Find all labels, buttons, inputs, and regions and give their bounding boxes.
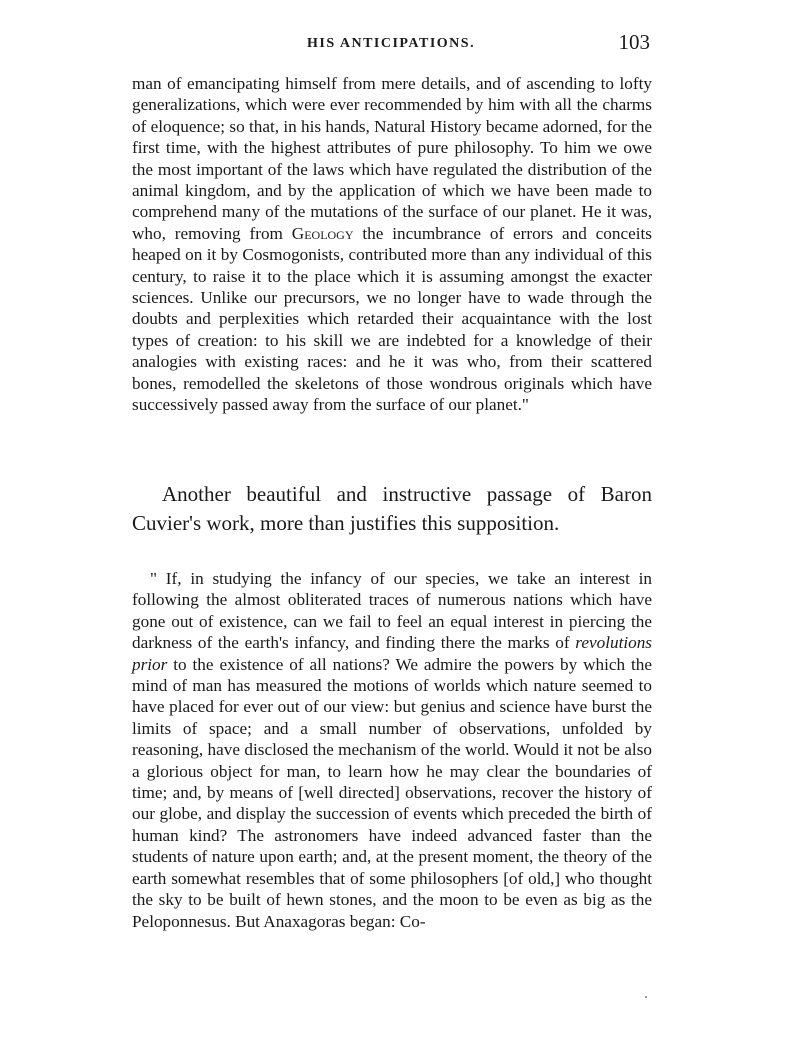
running-title: HIS ANTICIPATIONS.: [307, 36, 476, 51]
paragraph-1-text-before: man of emancipating himself from mere details, and of ascending to lofty generalizations, which were ever recommended by him with all the charms of eloquence; so that, in his hands, Natural History became adorned, for the first time, with the highest attributes of pure philosophy. To him we owe the most important of the laws which have regulated the distribution of the animal kingdom, and by the application of which we have been made to comprehend many of the mutations of the surface of our planet. He it was, who, removing from: [132, 74, 652, 243]
quotation-continuation: [132, 73, 652, 416]
paragraph-3-text-after: to the existence of all nations? We admire the powers by which the mind of man has measured the motions of worlds which nature seemed to have placed for ever out of our view: but genius and science have burst the limits of space; and a small number of observations, unfolded by reasoning, have disclosed the mechanism of the world. Would it not be also a glorious object for man, to learn how he may clear the boundaries of time; and, by means of [well directed] observations, recover the history of our globe, and display the succession of events which preceded the birth of human kind? The astronomers have indeed advanced faster than the students of nature upon earth; and, at the present moment, the theory of the earth somewhat resembles that of some philosophers [of old,] who thought the sky to be built of hewn stones, and the moon to be even as big as the Peloponnesus. But Anaxagoras began: Co-: [132, 654, 652, 931]
page-number: 103: [618, 30, 650, 54]
paragraph-3-text-before: " If, in studying the infancy of our species, we take an interest in following the almost obliterated traces of numerous nations which have gone out of existence, can we fail to feel an equal interest in piercing the darkness of the earth's infancy, and finding there the marks of: [132, 569, 652, 653]
print-speck: [645, 996, 647, 998]
running-head: [132, 30, 652, 60]
italic-revolutions-prior: revolutions prior: [132, 633, 652, 674]
paragraph-3: [132, 568, 652, 932]
author-commentary: [132, 480, 652, 538]
paragraph-1-text-after: the incumbrance of errors and conceits heaped on it by Cosmogonists, contributed more than any individual of this century, to raise it to the place which it is assuming amongst the exacter sciences. Unlike our precursors, we no longer have to wade through the doubts and perplexities which retarded their acquaintance with the lost types of creation: to his skill we are indebted for a knowledge of their analogies with existing races: and he it was who, from their scattered bones, remodelled the skeletons of those wondrous originals which have successively passed away from the surface of our planet.": [132, 223, 652, 415]
paragraph-1: [132, 73, 652, 416]
cuvier-quotation: [132, 568, 652, 932]
paragraph-2-text: Another beautiful and instructive passage of Baron Cuvier's work, more than justifies this supposition.: [132, 482, 652, 535]
small-caps-geology: Geology: [291, 223, 354, 243]
